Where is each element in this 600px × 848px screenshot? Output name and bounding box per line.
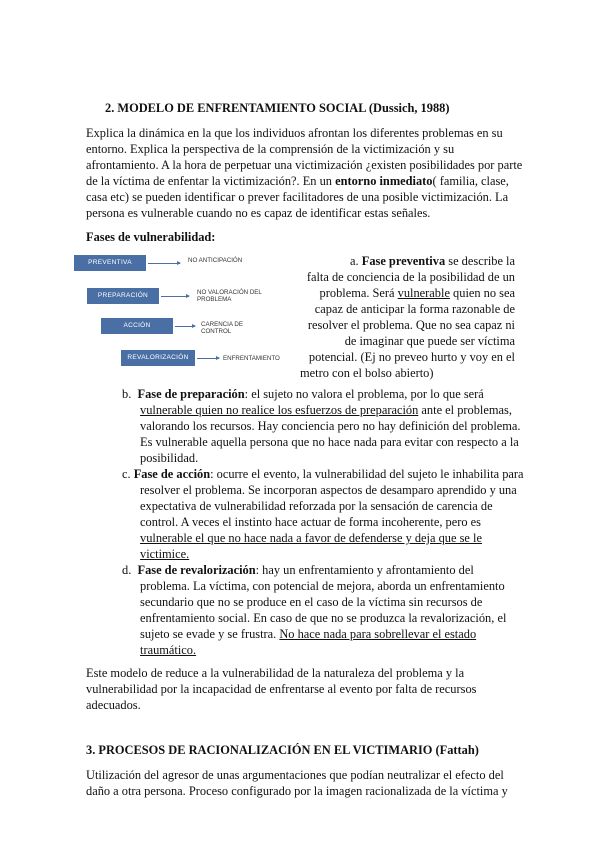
phase-c-marker: c. — [122, 467, 131, 481]
diagram-arrow-1 — [148, 263, 180, 264]
phase-a-line-8: metro con el bolso abierto) — [300, 366, 434, 380]
phase-a-line-7: potencial. (Ej no preveo hurto y voy en el — [308, 350, 515, 364]
phase-a-text-1: se describe la — [445, 254, 515, 268]
intro-line-4-start: de la víctima de enfentar la victimización?. En un — [86, 174, 336, 188]
phase-d-line-6 — [140, 643, 196, 659]
phase-b-title: Fase de preparación — [137, 387, 245, 401]
intro-line-4-end: ( familia, clase, — [432, 174, 509, 188]
intro-line-5: casa etc) se pueden identificar o prever facilitadores de una posible victimización. La — [86, 190, 509, 204]
section-3-line-1: Utilización del agresor de unas argumentaciones que podían neutralizar el efecto del — [86, 768, 504, 782]
phase-a-underlined-vulnerable: vulnerable — [397, 286, 450, 300]
phase-a-title: Fase preventiva — [361, 254, 446, 268]
phase-d-text-5: sujeto se evade y se frustra. — [140, 627, 280, 641]
phase-a-marker: a. — [350, 254, 362, 268]
section-3-line-2: daño a otra persona. Proceso configurado por la imagen racionalizada de la víctima y — [86, 784, 508, 798]
phase-d-marker: d. — [122, 563, 132, 577]
phase-a-line-5: resolver el problema. Que no sea capaz ni — [307, 318, 515, 332]
phase-b-line-1 — [122, 387, 484, 403]
phase-d-line-3: secundario que no se produce en el caso de la víctima sin recursos de — [140, 595, 483, 609]
phase-d-line-4: enfrentamiento social. En caso de que no se produzca la revalorización, el — [140, 611, 507, 625]
phase-c-underlined-line-5: vulnerable el que no hace nada a favor de defenderse y deja que se le — [140, 531, 482, 545]
phase-c-line-1 — [122, 467, 524, 483]
diagram-stage-preparacion: PREPARACIÓN — [87, 288, 159, 304]
phase-b-line-2 — [140, 403, 512, 419]
phase-c-text-1: : ocurre el evento, la vulnerabilidad del sujeto le inhabilita para — [210, 467, 524, 481]
phase-a-line-6: de imaginar que puede ser víctima — [344, 334, 515, 348]
diagram-outcome-no-valoracion: NO VALORACIÓN DEL PROBLEMA — [197, 289, 262, 304]
section-2-heading: 2. MODELO DE ENFRENTAMIENTO SOCIAL (Dussich, 1988) — [105, 101, 450, 115]
phase-c-line-3: expectativa de vulnerabilidad reforzada por la sensación de carencia de — [140, 499, 493, 513]
diagram-arrow-4 — [197, 358, 219, 359]
phase-a-line-2: falta de conciencia de la posibilidad de un — [306, 270, 515, 284]
phase-d-underlined-line-5: No hace nada para sobrellevar el estado — [279, 627, 477, 641]
diagram-outcome-enfrentamiento: ENFRENTAMIENTO — [223, 355, 280, 362]
intro-line-2: entorno. Explica la perspectiva de la comprensión de la victimización y su — [86, 142, 455, 156]
phase-c-title: Fase de acción — [133, 467, 211, 481]
intro-line-3: afrontamiento. A la hora de perpetuar una victimización ¿existen posibilidades por parte — [86, 158, 523, 172]
phase-c-line-2: resolver el problema. Se incorporan aspectos de desamparo aprendido y una — [140, 483, 517, 497]
phase-d-line-2: problema. La víctima, con potencial de mejora, aborda un enfrentamiento — [140, 579, 505, 593]
diagram-stage-preventiva: PREVENTIVA — [74, 255, 146, 271]
phase-b-line-3: valorando los recursos. Hay conciencia pero no hay definición del problema. — [140, 419, 521, 433]
phase-b-line-4: Es vulnerable aquella persona que no hace nada para evitar con respecto a la — [140, 435, 519, 449]
phase-c-underlined-line-6: victimice. — [140, 547, 190, 561]
phase-d-text-1: : hay un enfrentamiento y afrontamiento del — [255, 563, 474, 577]
phase-c-line-5 — [140, 531, 482, 547]
diagram-outcome-carencia: CARENCIA DE CONTROL — [201, 321, 243, 336]
conclusion-line-1: Este modelo de reduce a la vulnerabilidad de la naturaleza del problema y la — [86, 666, 465, 680]
phase-a-text-3b: quien no sea — [449, 286, 515, 300]
entorno-inmediato-term: entorno inmediato — [335, 174, 433, 188]
diagram-stage-revalorizacion: REVALORIZACIÓN — [121, 350, 195, 366]
diagram-outcome-no-anticipacion: NO ANTICIPACIÓN — [188, 257, 243, 264]
section-3-heading: 3. PROCESOS DE RACIONALIZACIÓN EN EL VICTIMARIO (Fattah) — [86, 743, 479, 757]
conclusion-line-3: adecuados. — [86, 698, 141, 712]
phase-c-line-4: control. A veces el instinto hace actuar de forma incoherente, pero es — [140, 515, 481, 529]
intro-line-1: Explica la dinámica en la que los individuos afrontan los diferentes problemas en su — [86, 126, 503, 140]
phase-b-text-1: : el sujeto no valora el problema, por lo que será — [244, 387, 484, 401]
phase-a-line-3 — [300, 286, 515, 302]
diagram-arrow-2 — [161, 296, 189, 297]
conclusion-line-2: vulnerabilidad por la incapacidad de enfrentarse al evento por falta de recursos — [86, 682, 477, 696]
vulnerability-phases-diagram — [70, 250, 290, 372]
phase-d-title: Fase de revalorización — [137, 563, 256, 577]
phase-a-line-1 — [300, 254, 515, 270]
diagram-arrow-3 — [175, 326, 195, 327]
phase-b-line-5: posibilidad. — [140, 451, 199, 465]
phase-b-text-2: ante el problemas, — [418, 403, 512, 417]
phase-a-text-3a: problema. Será — [319, 286, 398, 300]
phase-b-underlined-text: vulnerable quien no realice los esfuerzos de preparación — [140, 403, 419, 417]
fases-heading: Fases de vulnerabilidad: — [86, 230, 216, 244]
phase-b-marker: b. — [122, 387, 132, 401]
phase-d-line-5 — [140, 627, 476, 643]
phase-d-underlined-line-6: traumático. — [140, 643, 197, 657]
diagram-stage-accion: ACCIÓN — [101, 318, 173, 334]
phase-a-line-4: capaz de anticipar la forma razonable de — [314, 302, 515, 316]
phase-d-line-1 — [122, 563, 474, 579]
phase-c-line-6 — [140, 547, 189, 563]
intro-line-6: persona es vulnerable cuando no es capaz de identificar estas señales. — [86, 206, 431, 220]
intro-line-4 — [86, 174, 509, 190]
